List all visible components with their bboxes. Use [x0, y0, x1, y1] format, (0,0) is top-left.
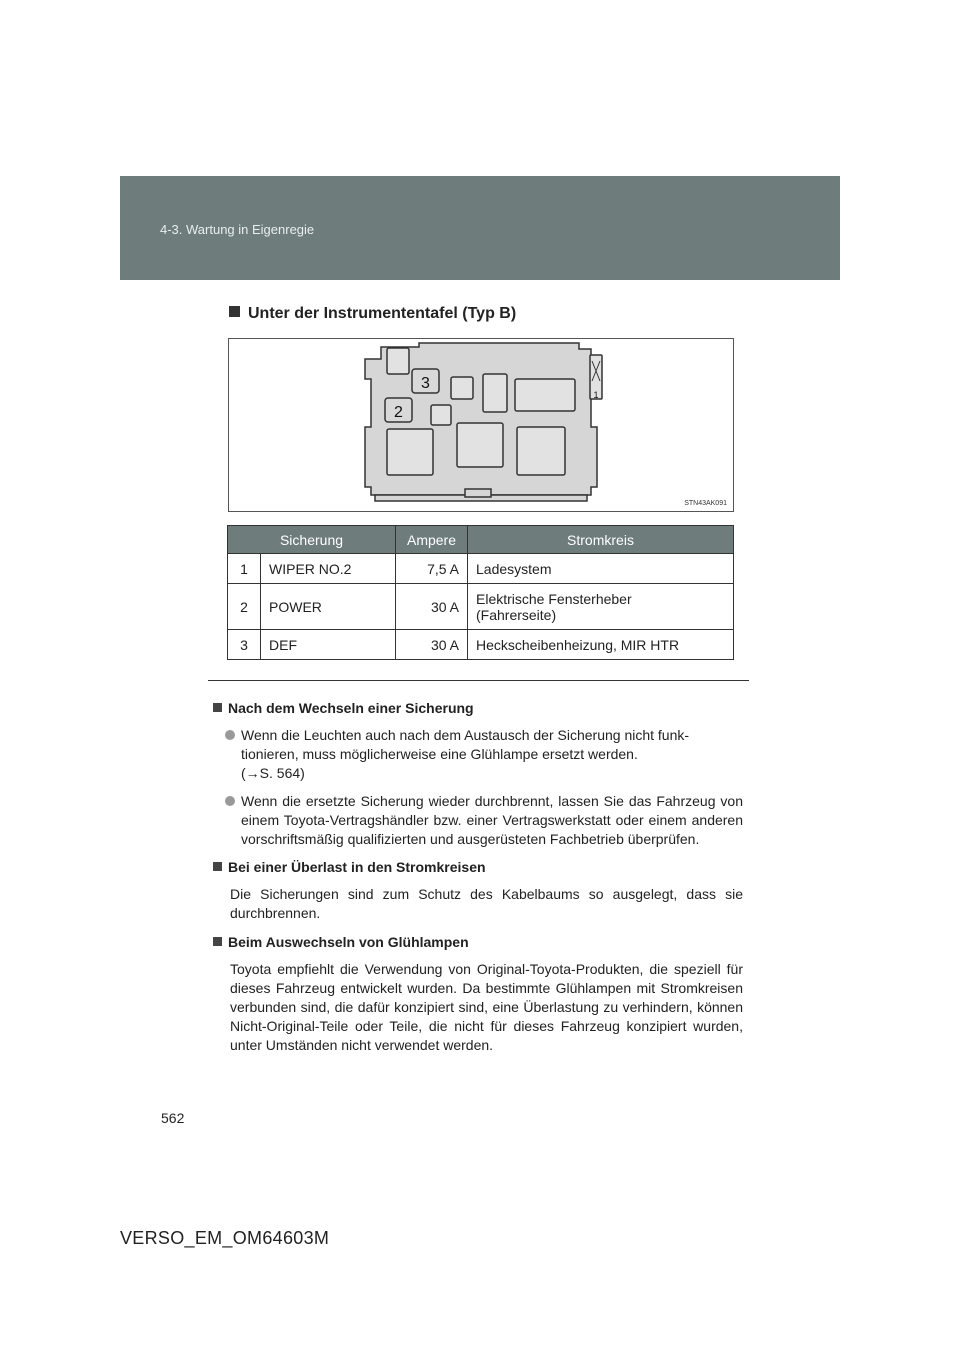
square-bullet-icon [229, 306, 240, 317]
page-reference-link[interactable]: (→S. 564) [241, 765, 305, 781]
header-ampere: Ampere [396, 526, 468, 554]
note-title [213, 858, 743, 877]
note-title-text: Nach dem Wechseln einer Sicherung [228, 700, 474, 716]
fuse-name: DEF [261, 630, 396, 660]
fuse-circuit-line: Elektrische Fensterheber [476, 590, 632, 607]
subsection-heading-text: Unter der Instrumententafel (Typ B) [248, 305, 517, 322]
fuse-amperage: 30 A [396, 630, 468, 660]
note-bullet-text: Wenn die ersetzte Sicherung wieder durchbrennt, lassen Sie das Fahrzeug von einem Toyota-Vertragshändler bzw. einer Vertragswerkstatt oder einem anderen vorschriftsmäßig qualifizierten und ausgerüsteten Fachbetrieb überprüfen. [241, 793, 743, 847]
fuse-slot [431, 405, 451, 425]
fuse-slot [451, 377, 473, 399]
figure-code: STN43AK091 [684, 500, 727, 507]
fuse-number: 2 [228, 584, 261, 630]
fuse-name: WIPER NO.2 [261, 554, 396, 584]
callout-1: 1 [593, 390, 599, 400]
note-title [213, 699, 743, 718]
callout-2: 2 [394, 404, 403, 421]
fuse-number: 1 [228, 554, 261, 584]
notes-section [213, 699, 743, 1065]
header-stromkreis: Stromkreis [468, 526, 734, 554]
note-title-text: Bei einer Überlast in den Stromkreisen [228, 859, 486, 875]
fuse-box-figure [228, 338, 734, 512]
document-code: VERSO_EM_OM64603M [120, 1228, 330, 1248]
section-divider [208, 680, 749, 681]
table-row [228, 584, 734, 630]
table-header-row [228, 526, 734, 554]
fuse-circuit: Ladesystem [468, 554, 734, 584]
fuse-slot [483, 374, 507, 412]
circle-bullet-icon [225, 796, 235, 806]
section-title: 4-3. Wartung in Eigenregie [160, 222, 315, 237]
note-paragraph: Die Sicherungen sind zum Schutz des Kabelbaums so ausgelegt, dass sie durchbrennen. [230, 886, 743, 921]
fuse-name: POWER [261, 584, 396, 630]
fuse-table [227, 525, 734, 660]
square-bullet-icon [213, 703, 222, 712]
subsection-heading [229, 305, 516, 323]
note-bullet-line: Wenn die Leuchten auch nach dem Austausch der Sicherung nicht funk- [241, 727, 690, 743]
header-sicherung: Sicherung [228, 526, 396, 554]
section-header-band [120, 176, 840, 280]
note-title [213, 933, 743, 952]
note-bullet [213, 792, 743, 849]
fuse-slot [457, 423, 503, 467]
fuse-box-diagram [229, 339, 733, 511]
note-bullet-line: tionieren, muss möglicherweise eine Glühlampe ersetzt werden. [241, 746, 638, 762]
fuse-amperage: 7,5 A [396, 554, 468, 584]
square-bullet-icon [213, 862, 222, 871]
square-bullet-icon [213, 937, 222, 946]
fuse-circuit [468, 584, 734, 630]
note-paragraph: Toyota empfiehlt die Verwendung von Original-Toyota-Produkten, die speziell für dieses Fahrzeug entwickelt wurden. Da bestimmte Glühlampen mit Stromkreisen verbunden sind, die dafür konzipiert sind, eine Überlastung zu verhindern, können Nicht-Original-Teile oder Teile, die nicht für dieses Fahrzeug konzipiert wurden, unter Umständen nicht verwendet werden. [230, 961, 743, 1053]
fuse-amperage: 30 A [396, 584, 468, 630]
page-number: 562 [161, 1110, 185, 1126]
fuse-circuit-line: (Fahrerseite) [476, 606, 557, 623]
fuse-box-bottom-tab [465, 489, 491, 497]
table-row [228, 554, 734, 584]
note-title-text: Beim Auswechseln von Glühlampen [228, 934, 469, 950]
note-bullet [213, 726, 743, 783]
fuse-circuit: Heckscheibenheizung, MIR HTR [468, 630, 734, 660]
fuse-slot [517, 427, 565, 475]
circle-bullet-icon [225, 730, 235, 740]
fuse-slot [387, 348, 409, 374]
table-row [228, 630, 734, 660]
fuse-number: 3 [228, 630, 261, 660]
callout-3: 3 [421, 375, 430, 392]
fuse-slot [387, 429, 433, 475]
fuse-slot [515, 379, 575, 411]
